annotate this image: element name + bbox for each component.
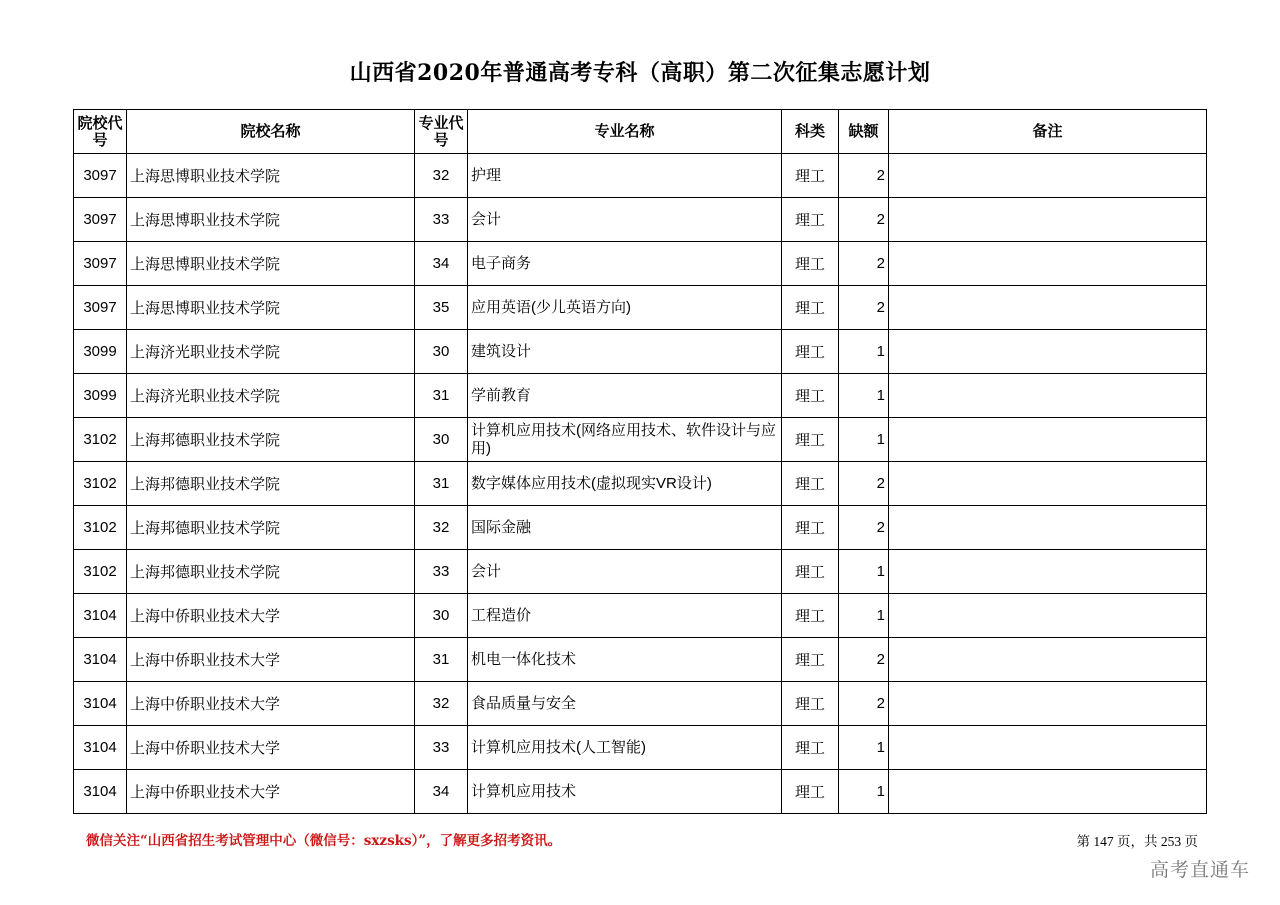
- school-name-cell: 上海邦德职业技术学院: [127, 506, 415, 550]
- quota-cell: 2: [839, 286, 889, 330]
- remark-cell: [889, 198, 1207, 242]
- major-name-cell: 护理: [468, 154, 782, 198]
- category-cell: 理工: [782, 638, 839, 682]
- table-body: [74, 154, 1207, 814]
- school-name-cell: 上海济光职业技术学院: [127, 330, 415, 374]
- category-cell: 理工: [782, 330, 839, 374]
- category-cell: 理工: [782, 198, 839, 242]
- quota-cell: 1: [839, 770, 889, 814]
- major-name-cell: 食品质量与安全: [468, 682, 782, 726]
- table-row: [74, 462, 1207, 506]
- category-cell: 理工: [782, 462, 839, 506]
- school-code-cell: 3097: [74, 198, 127, 242]
- school-name-cell: 上海思博职业技术学院: [127, 242, 415, 286]
- quota-cell: 2: [839, 682, 889, 726]
- school-name-cell: 上海思博职业技术学院: [127, 198, 415, 242]
- school-name-cell: 上海济光职业技术学院: [127, 374, 415, 418]
- header-major-name: 专业名称: [468, 110, 782, 154]
- school-name-cell: 上海中侨职业技术大学: [127, 638, 415, 682]
- table-row: [74, 594, 1207, 638]
- table-row: [74, 418, 1207, 462]
- school-name-cell: 上海邦德职业技术学院: [127, 418, 415, 462]
- table-row: [74, 242, 1207, 286]
- remark-cell: [889, 770, 1207, 814]
- table-row: [74, 330, 1207, 374]
- major-code-cell: 34: [415, 770, 468, 814]
- major-name-cell: 国际金融: [468, 506, 782, 550]
- quota-cell: 1: [839, 330, 889, 374]
- remark-cell: [889, 330, 1207, 374]
- quota-cell: 2: [839, 154, 889, 198]
- category-cell: 理工: [782, 374, 839, 418]
- table-header-row: [74, 110, 1207, 154]
- major-name-cell: 计算机应用技术(人工智能): [468, 726, 782, 770]
- remark-cell: [889, 374, 1207, 418]
- major-code-cell: 34: [415, 242, 468, 286]
- major-name-cell: 应用英语(少儿英语方向): [468, 286, 782, 330]
- table-row: [74, 638, 1207, 682]
- school-code-cell: 3104: [74, 638, 127, 682]
- category-cell: 理工: [782, 682, 839, 726]
- school-code-cell: 3104: [74, 770, 127, 814]
- quota-cell: 1: [839, 594, 889, 638]
- header-category: 科类: [782, 110, 839, 154]
- major-code-cell: 32: [415, 154, 468, 198]
- major-code-cell: 35: [415, 286, 468, 330]
- quota-cell: 2: [839, 638, 889, 682]
- table-row: [74, 682, 1207, 726]
- remark-cell: [889, 506, 1207, 550]
- school-name-cell: 上海思博职业技术学院: [127, 154, 415, 198]
- quota-cell: 2: [839, 506, 889, 550]
- quota-cell: 2: [839, 462, 889, 506]
- category-cell: 理工: [782, 154, 839, 198]
- school-code-cell: 3099: [74, 374, 127, 418]
- major-name-cell: 计算机应用技术: [468, 770, 782, 814]
- major-code-cell: 30: [415, 330, 468, 374]
- category-cell: 理工: [782, 418, 839, 462]
- school-name-cell: 上海中侨职业技术大学: [127, 726, 415, 770]
- major-code-cell: 33: [415, 550, 468, 594]
- plan-table: [73, 109, 1207, 814]
- major-code-cell: 32: [415, 506, 468, 550]
- category-cell: 理工: [782, 726, 839, 770]
- school-code-cell: 3102: [74, 550, 127, 594]
- school-name-cell: 上海邦德职业技术学院: [127, 462, 415, 506]
- major-name-cell: 建筑设计: [468, 330, 782, 374]
- major-name-cell: 会计: [468, 198, 782, 242]
- school-code-cell: 3104: [74, 726, 127, 770]
- school-code-cell: 3097: [74, 286, 127, 330]
- header-school-name: 院校名称: [127, 110, 415, 154]
- table-row: [74, 154, 1207, 198]
- major-name-cell: 计算机应用技术(网络应用技术、软件设计与应用): [468, 418, 782, 462]
- remark-cell: [889, 682, 1207, 726]
- quota-cell: 1: [839, 374, 889, 418]
- remark-cell: [889, 550, 1207, 594]
- table-row: [74, 726, 1207, 770]
- major-code-cell: 32: [415, 682, 468, 726]
- school-code-cell: 3104: [74, 594, 127, 638]
- remark-cell: [889, 242, 1207, 286]
- remark-cell: [889, 462, 1207, 506]
- table-row: [74, 286, 1207, 330]
- category-cell: 理工: [782, 770, 839, 814]
- school-code-cell: 3102: [74, 462, 127, 506]
- major-code-cell: 33: [415, 198, 468, 242]
- school-code-cell: 3102: [74, 506, 127, 550]
- school-code-cell: 3104: [74, 682, 127, 726]
- table-row: [74, 198, 1207, 242]
- major-name-cell: 机电一体化技术: [468, 638, 782, 682]
- header-quota: 缺额: [839, 110, 889, 154]
- category-cell: 理工: [782, 242, 839, 286]
- category-cell: 理工: [782, 550, 839, 594]
- major-code-cell: 31: [415, 638, 468, 682]
- major-code-cell: 30: [415, 418, 468, 462]
- major-code-cell: 31: [415, 374, 468, 418]
- school-name-cell: 上海中侨职业技术大学: [127, 682, 415, 726]
- quota-cell: 1: [839, 726, 889, 770]
- school-code-cell: 3097: [74, 154, 127, 198]
- table-row: [74, 506, 1207, 550]
- header-school-code: 院校代号: [74, 110, 127, 154]
- major-name-cell: 工程造价: [468, 594, 782, 638]
- school-name-cell: 上海中侨职业技术大学: [127, 594, 415, 638]
- school-name-cell: 上海邦德职业技术学院: [127, 550, 415, 594]
- table-row: [74, 374, 1207, 418]
- remark-cell: [889, 726, 1207, 770]
- table-row: [74, 550, 1207, 594]
- category-cell: 理工: [782, 506, 839, 550]
- quota-cell: 1: [839, 418, 889, 462]
- remark-cell: [889, 286, 1207, 330]
- category-cell: 理工: [782, 286, 839, 330]
- school-code-cell: 3102: [74, 418, 127, 462]
- header-remark: 备注: [889, 110, 1207, 154]
- remark-cell: [889, 418, 1207, 462]
- major-code-cell: 31: [415, 462, 468, 506]
- remark-cell: [889, 594, 1207, 638]
- major-name-cell: 会计: [468, 550, 782, 594]
- school-code-cell: 3097: [74, 242, 127, 286]
- major-name-cell: 数字媒体应用技术(虚拟现实VR设计): [468, 462, 782, 506]
- page-title: 山西省2020年普通高考专科（高职）第二次征集志愿计划: [349, 60, 931, 86]
- category-cell: 理工: [782, 594, 839, 638]
- major-name-cell: 电子商务: [468, 242, 782, 286]
- remark-cell: [889, 154, 1207, 198]
- major-code-cell: 33: [415, 726, 468, 770]
- school-name-cell: 上海中侨职业技术大学: [127, 770, 415, 814]
- wechat-notice: 微信关注“山西省招生考试管理中心（微信号：sxzsks）”，了解更多招考资讯。: [86, 833, 562, 849]
- quota-cell: 1: [839, 550, 889, 594]
- school-name-cell: 上海思博职业技术学院: [127, 286, 415, 330]
- page-number: 第 147 页，共 253 页: [1076, 834, 1198, 849]
- watermark: 高考直通车: [1149, 859, 1250, 881]
- quota-cell: 2: [839, 198, 889, 242]
- major-name-cell: 学前教育: [468, 374, 782, 418]
- table-row: [74, 770, 1207, 814]
- remark-cell: [889, 638, 1207, 682]
- major-code-cell: 30: [415, 594, 468, 638]
- school-code-cell: 3099: [74, 330, 127, 374]
- quota-cell: 2: [839, 242, 889, 286]
- header-major-code: 专业代号: [415, 110, 468, 154]
